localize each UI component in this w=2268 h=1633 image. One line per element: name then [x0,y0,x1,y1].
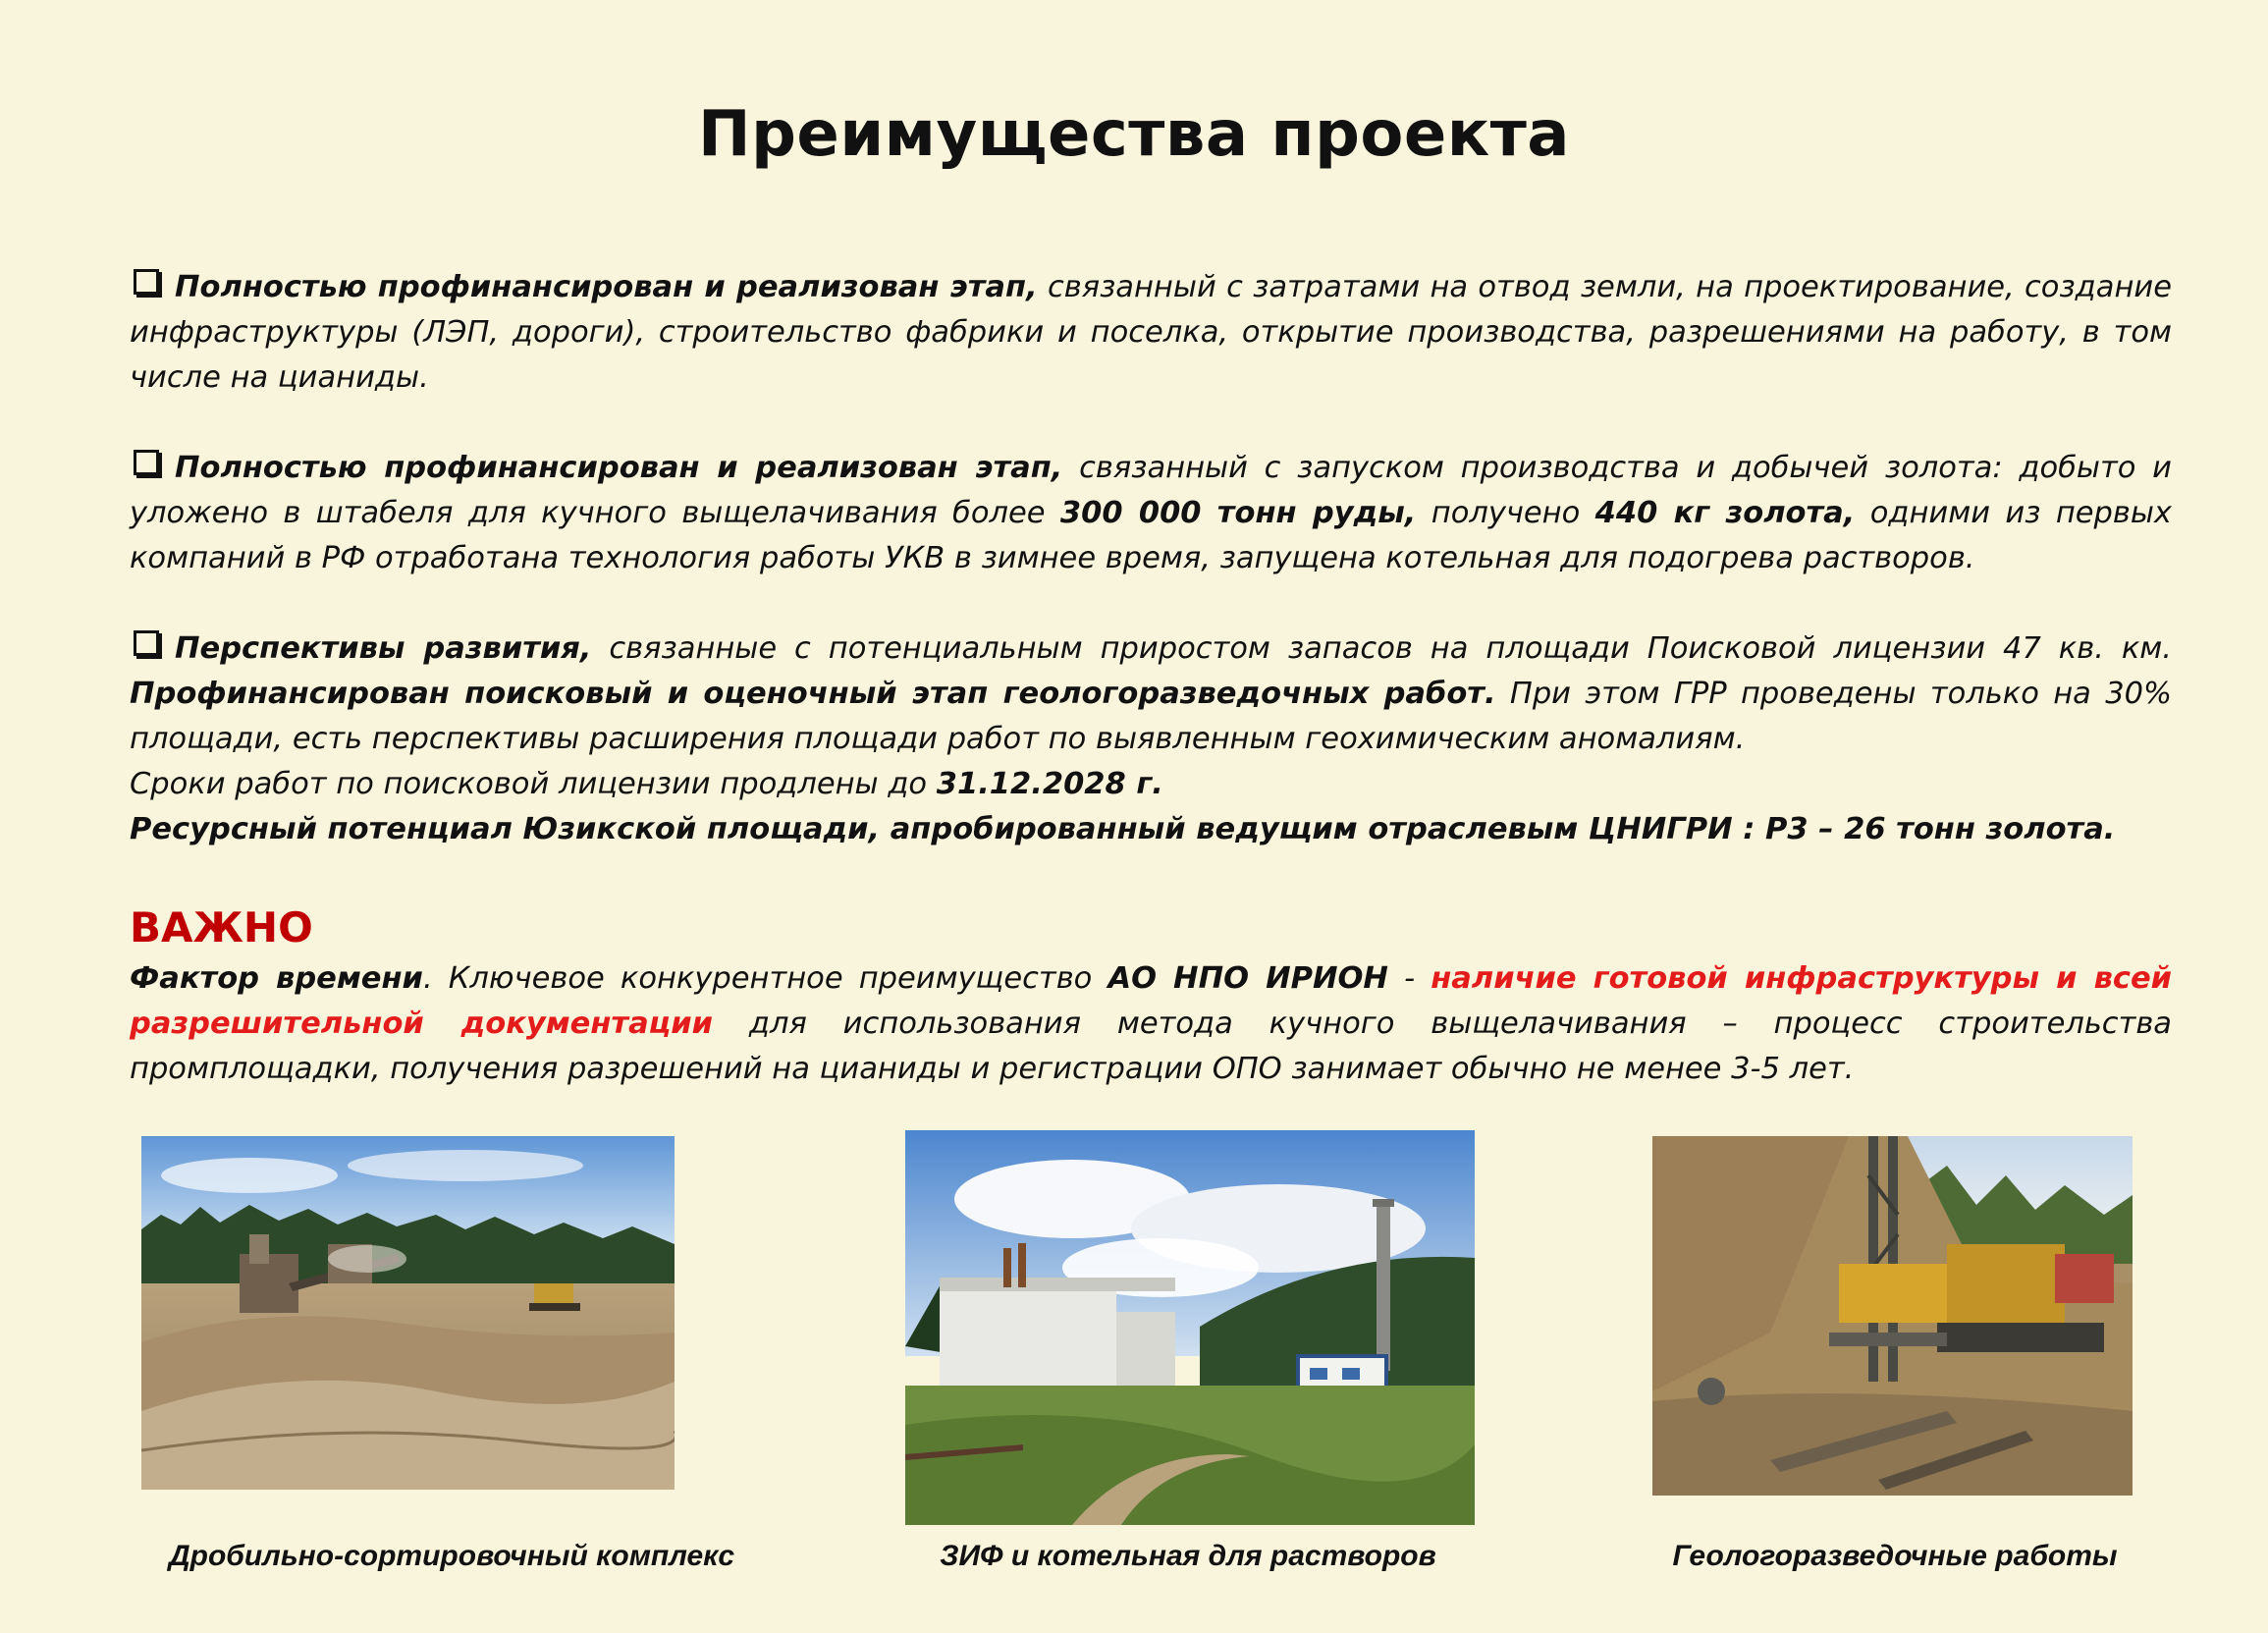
paragraph-2 [130,446,2172,581]
text: - [1387,961,1431,996]
text: При этом ГРР проведены только на 30% площади, есть перспективы расширения площади работ по выявленным геохимическим аномалиям. [130,677,2173,756]
bold-text: Полностью профинансирован и реализован этап, [175,270,1038,304]
license-date: 31.12.2028 г. [936,767,1163,801]
gold-amount: 440 кг золота, [1594,496,1856,530]
resource-potential: Ресурсный потенциал Юзикской площади, апробированный ведущим отраслевым ЦНИГРИ : Р3 – 26 тонн золота. [130,812,2116,846]
page-title: Преимущества проекта [698,98,1570,171]
checkbox-icon [134,450,159,475]
checkbox-icon [134,269,159,295]
text: одними из первых компаний в РФ отработана технология работы УКВ в зимнее время, запущена котельная для подогрева растворов. [130,496,2172,575]
text: связанный с затратами на отвод земли, на проектирование, создание инфраструктуры (ЛЭП, дороги), строительство фабрики и поселка, открытие производства, разрешениями на работу, в том числе на цианиды. [130,270,2172,395]
paragraph-3 [130,626,2172,852]
caption-exploration: Геологоразведочные работы [1672,1540,2118,1572]
photo-crushing-complex [141,1136,675,1490]
text: связанные с потенциальным приростом запасов на площади Поисковой лицензии 47 кв. км. [591,631,2172,666]
bold-text: Перспективы развития, [175,631,592,666]
text: получено [1416,496,1595,530]
photo-plant-boiler [905,1130,1475,1525]
paragraph-1 [130,265,2172,401]
text: связанный с запуском производства и добычей золота: добыто и уложено в штабеля для кучного выщелачивания более [130,451,2172,530]
important-text [130,956,2172,1092]
company-name: АО НПО ИРИОН [1107,961,1388,996]
text: . Ключевое конкурентное преимущество [422,961,1108,996]
highlight-text: наличие готовой инфраструктуры и всей разрешительной документации [130,961,2173,1041]
important-heading: ВАЖНО [130,903,313,952]
text: для использования метода кучного выщелачивания – процесс строительства промплощадки, получения разрешений на цианиды и регистрации ОПО занимает обычно не менее 3-5 лет. [130,1007,2173,1086]
bold-text: Фактор времени [130,961,423,996]
caption-plant-boiler: ЗИФ и котельная для растворов [940,1540,1436,1572]
caption-crushing-complex: Дробильно-сортировочный комплекс [168,1540,735,1572]
content [130,265,2172,1092]
bold-text: Профинансирован поисковый и оценочный этап геологоразведочных работ. [130,677,1496,711]
bold-text: Полностью профинансирован и реализован этап, [175,451,1063,485]
checkbox-icon [134,630,159,656]
license-text: Сроки работ по поисковой лицензии продлены до [130,767,937,801]
photo-exploration [1652,1136,2133,1496]
ore-amount: 300 000 тонн руды, [1059,496,1417,530]
